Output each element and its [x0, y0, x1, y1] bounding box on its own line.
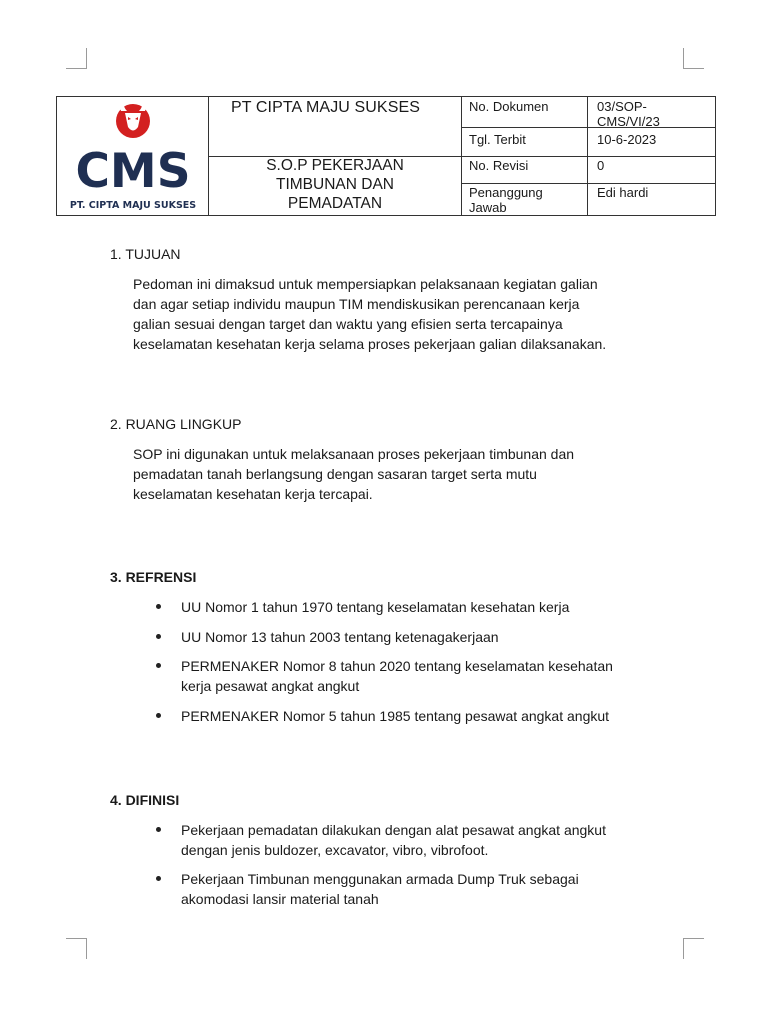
crop-mark-bottom-right	[683, 938, 704, 959]
company-name: PT CIPTA MAJU SUKSES	[231, 99, 421, 116]
section-title-ruang-lingkup: 2. RUANG LINGKUP	[110, 416, 242, 432]
bullet-icon	[156, 713, 161, 718]
bull-head-icon	[116, 100, 150, 138]
section-title-tujuan: 1. TUJUAN	[110, 246, 181, 262]
field-value-revision: 0	[597, 158, 605, 173]
document-header-table	[56, 96, 716, 216]
sop-title: S.O.P PEKERJAAN TIMBUNAN DAN PEMADATAN	[266, 157, 404, 212]
section-title-refrensi: 3. REFRENSI	[110, 569, 197, 585]
crop-mark-top-left	[66, 48, 87, 69]
company-logo	[57, 97, 209, 215]
logo-text: CMS	[75, 144, 191, 199]
field-value-responsible: Edi hardi	[597, 185, 649, 200]
header-divider	[461, 183, 715, 184]
section-body-tujuan: Pedoman ini dimaksud untuk mempersiapkan pelaksanaan kegiatan galian dan agar setiap individu maupun TIM mendiskusikan perencanaan kerja galian sesuai dengan target dan waktu yang efisien serta tercapainya keselamatan kesehatan kerja selama proses pekerjaan galian dilaksanakan.	[133, 276, 607, 352]
bullet-icon	[156, 876, 161, 881]
field-label-responsible: Penanggung Jawab	[469, 185, 543, 215]
field-label-revision: No. Revisi	[469, 158, 529, 173]
crop-mark-top-right	[683, 48, 704, 69]
bullet-icon	[156, 634, 161, 639]
field-value-issue-date: 10-6-2023	[597, 132, 657, 147]
section-title-difinisi: 4. DIFINISI	[110, 792, 180, 808]
bullet-icon	[156, 827, 161, 832]
field-label-document-number: No. Dokumen	[469, 99, 549, 114]
header-divider	[461, 127, 715, 128]
bullet-icon	[156, 663, 161, 668]
section-body-ruang-lingkup: SOP ini digunakan untuk melaksanaan proses pekerjaan timbunan dan pemadatan tanah berlangsung dengan sasaran target serta mutu keselamatan kesehatan kerja tercapai.	[133, 446, 575, 502]
field-value-document-number: 03/SOP- CMS/VI/23	[597, 99, 660, 129]
field-label-issue-date: Tgl. Terbit	[469, 132, 526, 147]
bullet-icon	[156, 604, 161, 609]
logo-caption: PT. CIPTA MAJU SUKSES	[69, 200, 197, 211]
crop-mark-bottom-left	[66, 938, 87, 959]
